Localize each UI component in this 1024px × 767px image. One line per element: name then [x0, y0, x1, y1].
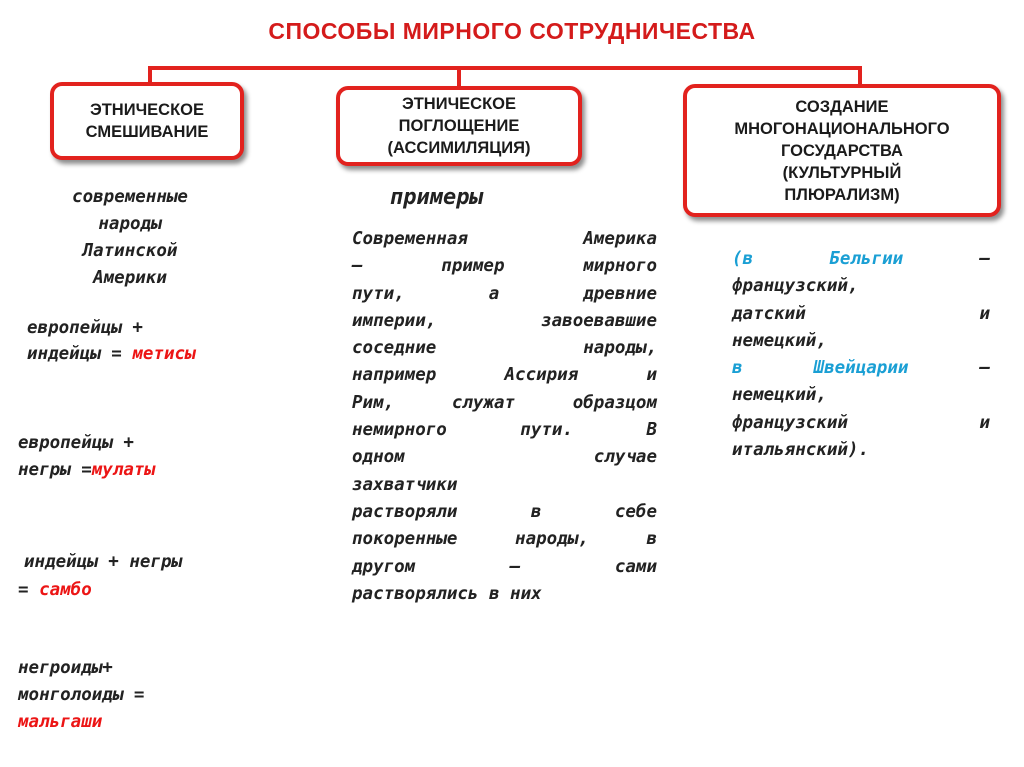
- examples-line: например Ассирия и: [352, 365, 657, 386]
- pair-mulaty: [18, 430, 155, 484]
- pair-line: европейцы +: [27, 318, 143, 338]
- pair-line: европейцы +: [18, 433, 134, 453]
- pair-result: метисы: [132, 344, 196, 364]
- pair-line: индейцы + негры: [24, 552, 183, 572]
- examples-line: империи, завоевавшие: [352, 310, 657, 331]
- box-pluralism-label: СОЗДАНИЕ МНОГОНАЦИОНАЛЬНОГО ГОСУДАРСТВА (КУЛЬТУРНЫЙ ПЛЮРАЛИЗМ): [734, 97, 950, 204]
- pair-prefix: =: [18, 580, 40, 600]
- pair-result: мальгаши: [18, 712, 103, 732]
- examples-line: захватчики: [352, 474, 458, 495]
- country-belgium: в Бельгии: [742, 249, 904, 269]
- pair-line: [18, 576, 182, 604]
- left-intro: [30, 184, 230, 292]
- pluralism-line: датский и: [732, 303, 990, 324]
- examples-line: соседние народы,: [352, 338, 657, 359]
- examples-line: Рим, служат образцом: [352, 392, 657, 413]
- diagram-title: СПОСОБЫ МИРНОГО СОТРУДНИЧЕСТВА: [268, 18, 756, 44]
- pair-prefix: негры =: [18, 460, 92, 480]
- pluralism-line: французский,: [732, 276, 859, 297]
- examples-line: покоренные народы, в: [352, 529, 657, 550]
- pair-line: [27, 341, 196, 367]
- pluralism-line: [732, 246, 990, 273]
- pluralism-examples: [732, 246, 990, 464]
- pluralism-line: французский и: [732, 412, 990, 433]
- examples-line: Современная Америка: [352, 229, 657, 249]
- pair-line: [18, 457, 155, 484]
- examples-text: [352, 226, 657, 608]
- box-ethnic-mixing-label: ЭТНИЧЕСКОЕ СМЕШИВАНИЕ: [85, 101, 209, 141]
- examples-line: — пример мирного: [352, 256, 657, 277]
- pluralism-line: итальянский).: [732, 440, 869, 461]
- pair-metisy: [27, 315, 196, 367]
- examples-line: растворяли в себе: [352, 501, 657, 522]
- open-paren: (: [732, 249, 743, 269]
- examples-line: растворялись в них: [352, 583, 542, 604]
- pluralism-line: немецкий,: [732, 385, 827, 406]
- country-switzerland: в Швейцарии: [732, 358, 909, 379]
- pair-line: монголоиды =: [18, 685, 145, 705]
- examples-line: одном случае: [352, 447, 657, 468]
- examples-heading: примеры: [390, 185, 483, 210]
- pair-malgashi: [18, 655, 144, 736]
- pluralism-line: немецкий,: [732, 330, 827, 351]
- left-intro-line: Америки: [93, 268, 167, 288]
- box-pluralism: [683, 84, 1001, 217]
- box-assimilation-label: ЭТНИЧЕСКОЕ ПОГЛОЩЕНИЕ (АССИМИЛЯЦИЯ): [387, 95, 531, 157]
- pair-result: самбо: [39, 580, 92, 600]
- box-assimilation: [336, 86, 582, 166]
- left-intro-line: современные: [72, 187, 188, 207]
- examples-line: другом — сами: [352, 556, 657, 577]
- pair-sambo: [18, 548, 182, 604]
- pair-prefix: индейцы =: [27, 344, 133, 364]
- box-ethnic-mixing: [50, 82, 244, 160]
- pluralism-line: [732, 355, 990, 382]
- left-intro-line: народы: [98, 214, 162, 234]
- dash: –: [979, 358, 990, 379]
- left-intro-line: Латинской: [82, 241, 178, 261]
- examples-line: немирного пути. В: [352, 420, 657, 441]
- examples-line: пути, а древние: [352, 283, 657, 304]
- pair-result: мулаты: [91, 460, 155, 480]
- dash: –: [979, 249, 990, 269]
- pair-line: негроиды+: [18, 658, 113, 678]
